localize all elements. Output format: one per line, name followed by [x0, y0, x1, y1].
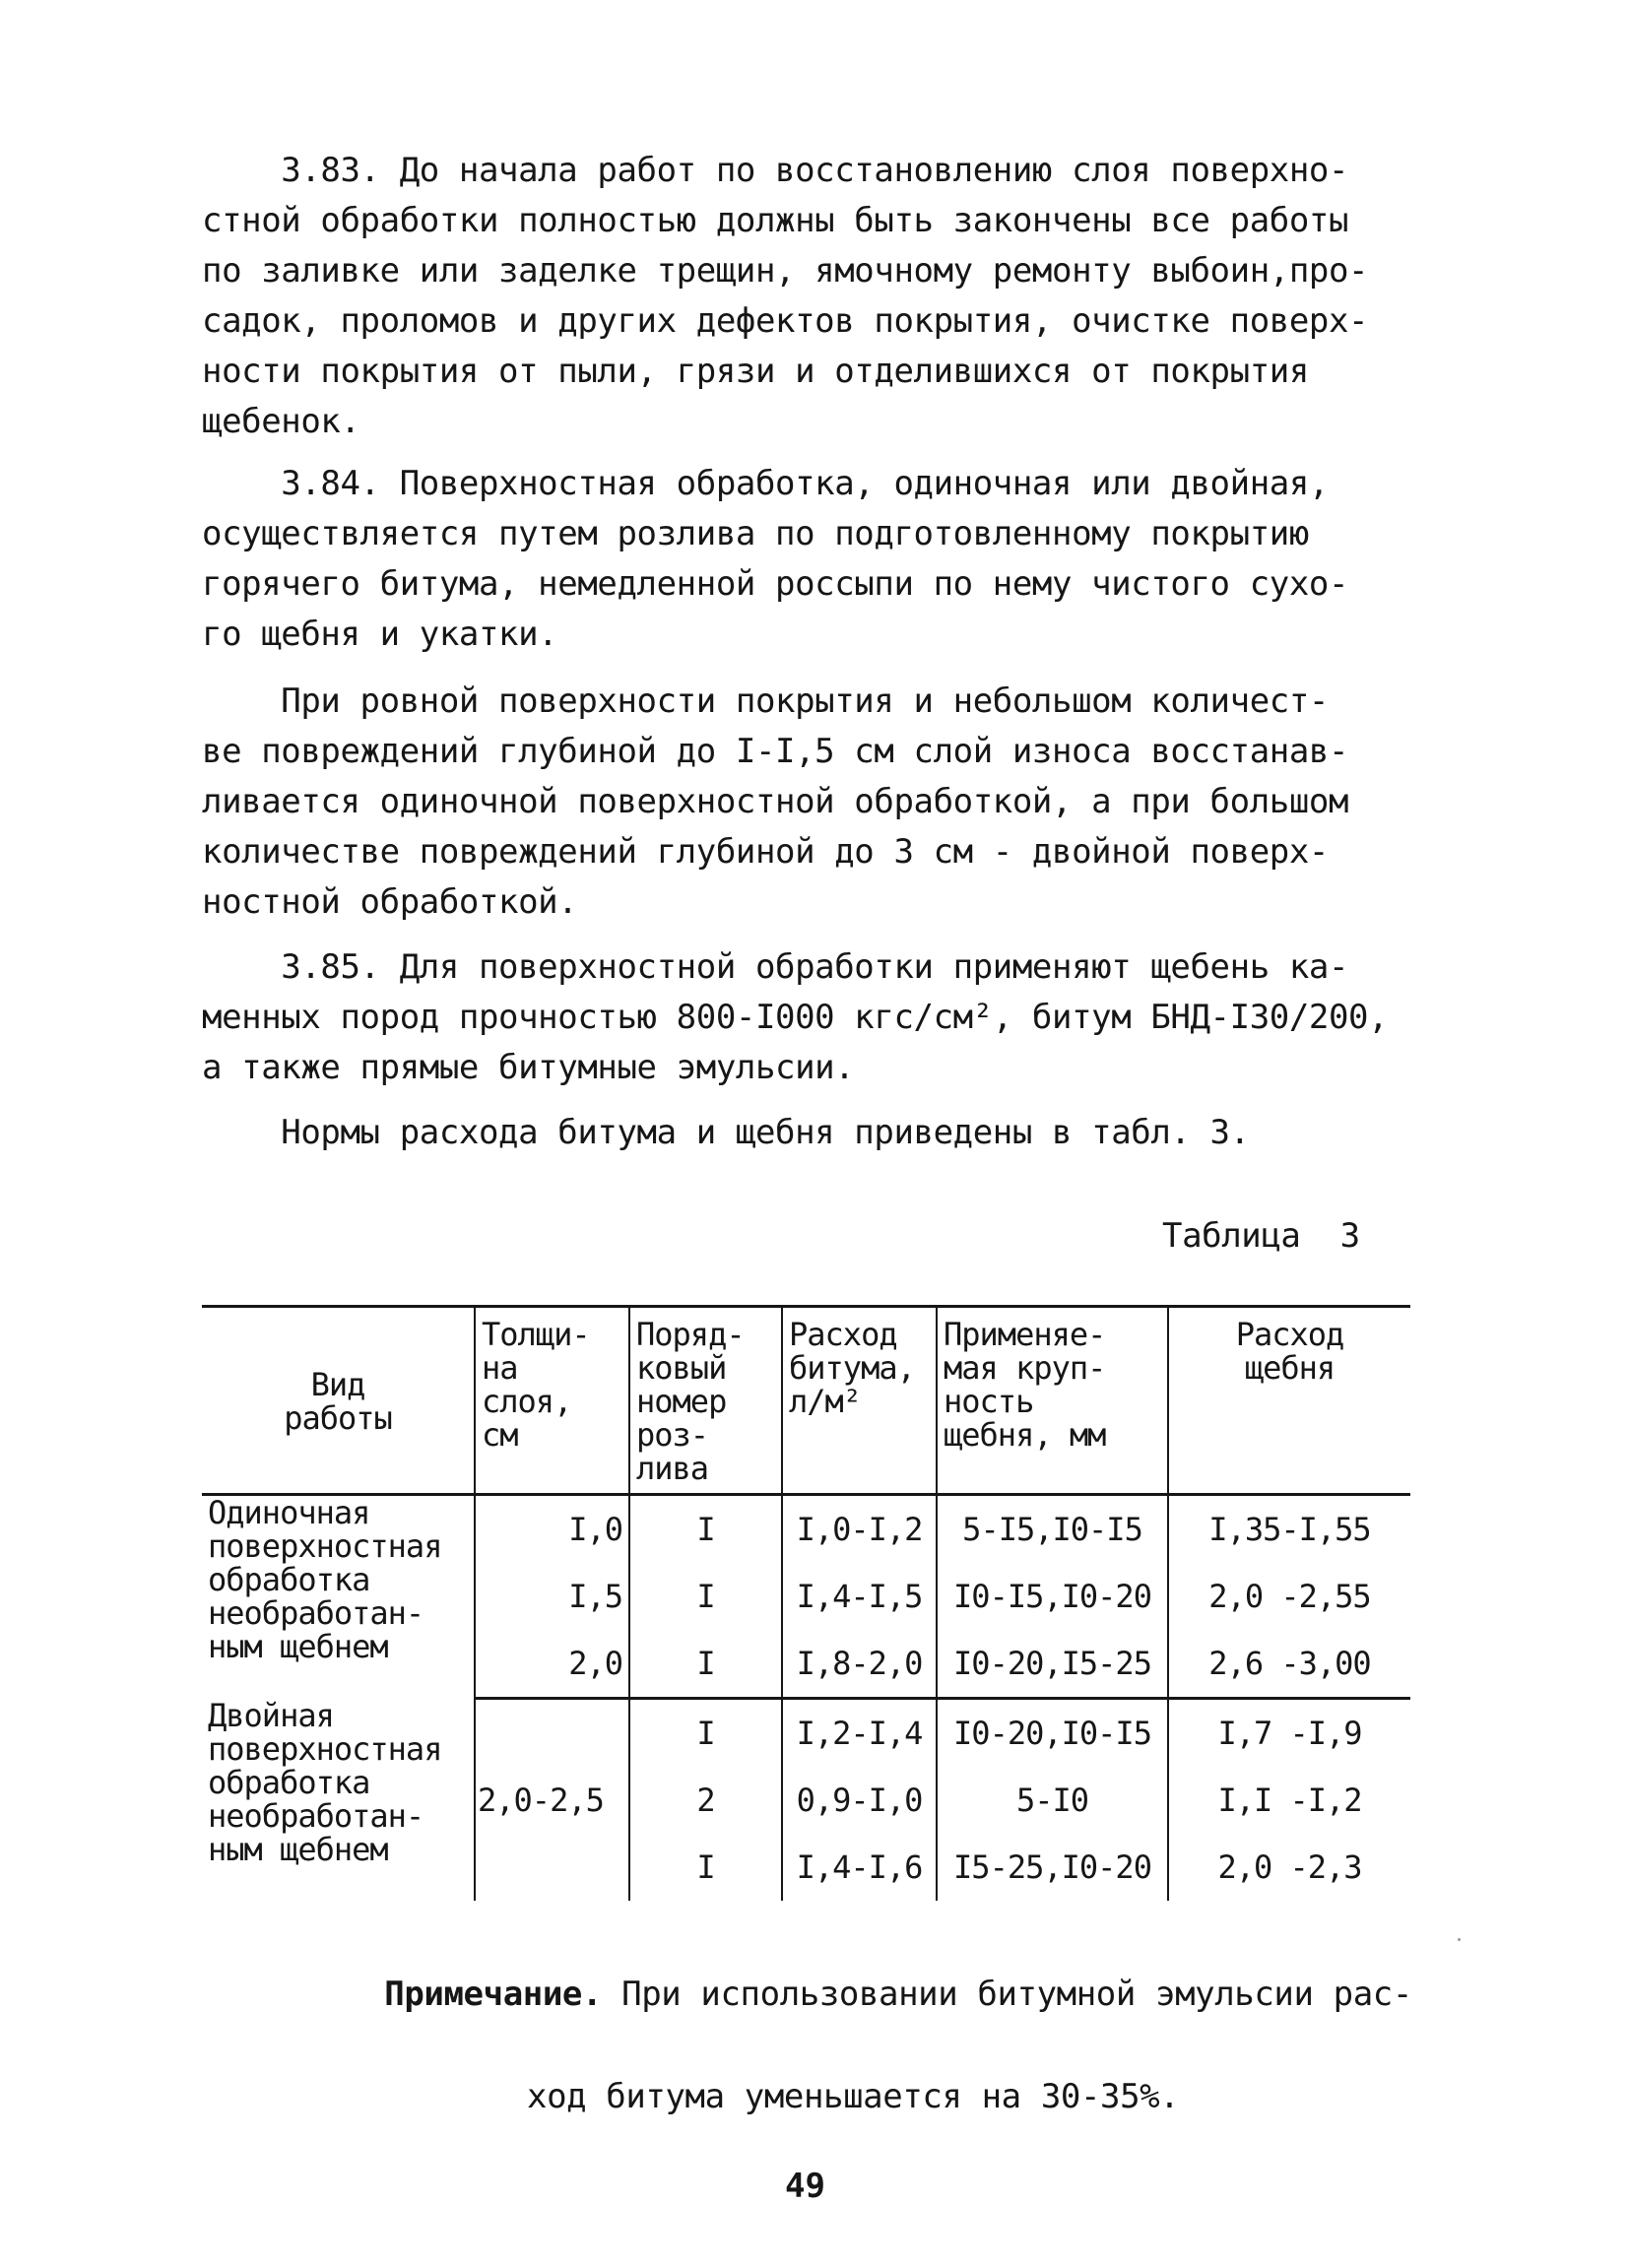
header-line: л/м²: [789, 1383, 862, 1420]
table-row: [202, 1495, 1410, 1564]
text-line: ности покрытия от пыли, грязи и отделившихся от покрытия: [202, 352, 1309, 391]
text-line: стной обработки полностью должны быть закончены все работы: [202, 201, 1349, 240]
work-type-double: Двойная поверхностная обработка необработан- ным щебнем: [208, 1696, 442, 1868]
text-line: ливается одиночной поверхностной обработкой, а при большом: [202, 782, 1349, 821]
paragraph-3-83: [202, 146, 1368, 447]
text-line: а также прямые битумные эмульсии.: [202, 1048, 855, 1087]
header-layer-thickness: [475, 1307, 629, 1495]
cell-thickness-merged: 2,0-2,5: [475, 1699, 629, 1902]
cell-gravel: I,I -I,2: [1168, 1767, 1410, 1834]
note-line-2: ход битума уменьшается на 30-35%.: [527, 2077, 1180, 2116]
text-line: осуществляется путем розлива по подготовленному покрытию: [202, 514, 1309, 553]
header-line: номер: [636, 1383, 727, 1420]
cell-order: I: [629, 1834, 782, 1901]
table-note: [305, 1917, 1412, 2225]
cell-size: I5-25,I0-20: [937, 1834, 1168, 1901]
header-line: Толщи-: [482, 1316, 590, 1353]
header-line: ковый: [636, 1349, 727, 1387]
cell-order: 2: [629, 1767, 782, 1834]
text-line: количестве повреждений глубиной до 3 см - двойной поверх-: [202, 832, 1329, 872]
header-line: щебня: [1244, 1349, 1336, 1387]
header-line: Расход: [789, 1316, 897, 1353]
header-line: см: [482, 1416, 518, 1454]
cell-gravel: 2,0 -2,3: [1168, 1834, 1410, 1901]
text-line: ностной обработкой.: [202, 882, 578, 922]
header-pour-order: [629, 1307, 782, 1495]
cell-size: I0-20,I0-I5: [937, 1699, 1168, 1768]
cell-order: I: [629, 1630, 782, 1699]
cell-bitumen: 0,9-I,0: [782, 1767, 937, 1834]
text-line: горячего битума, немедленной россыпи по нему чистого сухо-: [202, 564, 1349, 604]
work-type-single: Одиночная поверхностная обработка необработан- ным щебнем: [208, 1494, 442, 1665]
header-line: ность: [944, 1383, 1034, 1420]
table-3: [202, 1305, 1410, 1901]
paragraph-repair-depth: [202, 677, 1348, 928]
paragraph-3-84: [202, 459, 1348, 660]
note-line-1: При использовании битумной эмульсии рас-: [602, 1975, 1412, 2014]
text-line: го щебня и укатки.: [202, 615, 558, 654]
header-gravel-rate: [1168, 1307, 1410, 1495]
cell-gravel: I,35-I,55: [1168, 1495, 1410, 1564]
cell-bitumen: I,0-I,2: [782, 1495, 937, 1564]
header-gravel-size: [937, 1307, 1168, 1495]
header-line: Расход: [1235, 1316, 1344, 1353]
cell-bitumen: I,4-I,5: [782, 1563, 937, 1630]
header-line: мая круп-: [944, 1349, 1106, 1387]
note-label: Примечание.: [384, 1975, 603, 2014]
header-line: Применяе-: [944, 1316, 1106, 1353]
text-line: При ровной поверхности покрытия и небольшом количест-: [202, 681, 1329, 721]
text-line: 3.83. До начала работ по восстановлению слоя поверхно-: [202, 151, 1349, 190]
paragraph-3-85: [202, 942, 1388, 1093]
header-work-type: [202, 1307, 475, 1495]
table-header-row: [202, 1307, 1410, 1495]
cell-thickness: I,5: [475, 1563, 629, 1630]
text-line: по заливке или заделке трещин, ямочному ремонту выбоин,про-: [202, 251, 1369, 291]
cell-gravel: I,7 -I,9: [1168, 1699, 1410, 1768]
header-line: роз-: [636, 1416, 709, 1454]
cell-order: I: [629, 1563, 782, 1630]
page-number: 49: [785, 2167, 825, 2206]
scan-speck: [1458, 1938, 1461, 1941]
cell-bitumen: I,8-2,0: [782, 1630, 937, 1699]
cell-order: I: [629, 1699, 782, 1768]
text-line: Нормы расхода битума и щебня приведены в табл. 3.: [202, 1113, 1250, 1152]
cell-size: I0-20,I5-25: [937, 1630, 1168, 1699]
header-line: слоя,: [482, 1383, 572, 1420]
table-row: [202, 1699, 1410, 1768]
header-line: работы: [284, 1399, 392, 1437]
cell-bitumen: I,4-I,6: [782, 1834, 937, 1901]
cell-size: I0-I5,I0-20: [937, 1563, 1168, 1630]
text-line: 3.84. Поверхностная обработка, одиночная или двойная,: [202, 464, 1329, 503]
text-line: садок, проломов и других дефектов покрытия, очистке поверх-: [202, 301, 1369, 341]
cell-gravel: 2,0 -2,55: [1168, 1563, 1410, 1630]
cell-order: I: [629, 1495, 782, 1564]
header-line: битума,: [789, 1349, 915, 1387]
cell-thickness: 2,0: [475, 1630, 629, 1699]
cell-size: 5-I5,I0-I5: [937, 1495, 1168, 1564]
text-line: ве повреждений глубиной до I-I,5 см слой износа восстанав-: [202, 732, 1349, 771]
paragraph-norms-reference: [202, 1108, 1250, 1158]
header-bitumen-rate: [782, 1307, 937, 1495]
table-caption: Таблица 3: [1162, 1216, 1360, 1256]
header-line: лива: [636, 1450, 709, 1487]
header-line: Вид: [310, 1366, 365, 1403]
header-line: Поряд-: [636, 1316, 745, 1353]
cell-size: 5-I0: [937, 1767, 1168, 1834]
header-line: щебня, мм: [944, 1416, 1106, 1454]
text-line: 3.85. Для поверхностной обработки применяют щебень ка-: [202, 947, 1349, 987]
cell-gravel: 2,6 -3,00: [1168, 1630, 1410, 1699]
text-line: щебенок.: [202, 402, 360, 441]
text-line: менных пород прочностью 800-I000 кгс/см², битум БНД-I30/200,: [202, 998, 1389, 1037]
header-line: на: [482, 1349, 518, 1387]
cell-thickness: I,0: [475, 1495, 629, 1564]
cell-bitumen: I,2-I,4: [782, 1699, 937, 1768]
